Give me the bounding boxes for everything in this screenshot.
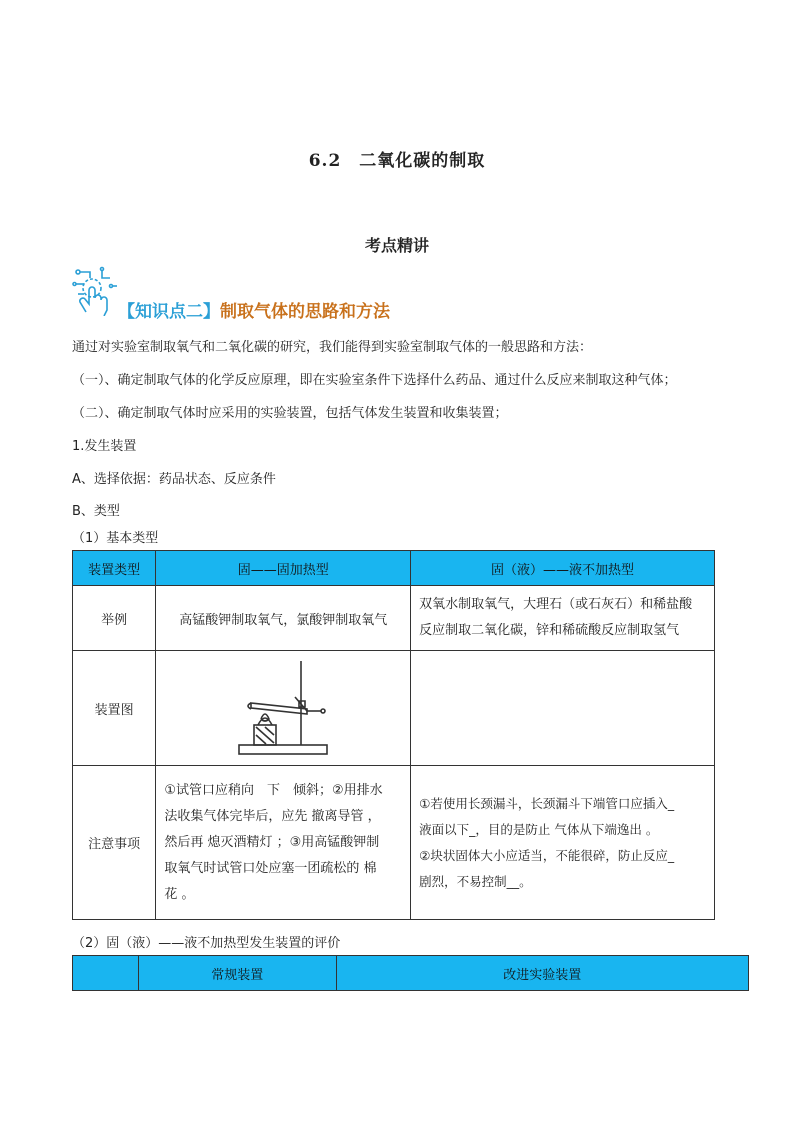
- table-row-notes: [73, 766, 715, 920]
- example-line: 反应制取二氧化碳，锌和稀硫酸反应制取氢气: [419, 623, 680, 638]
- notes-solid-heating: [156, 766, 411, 920]
- paragraph-types: B、类型: [72, 504, 120, 519]
- note-line: ①若使用长颈漏斗，长颈漏斗下端管口应插入_: [419, 795, 675, 811]
- paragraph-intro: 通过对实验室制取氧气和二氧化碳的研究，我们能得到实验室制取气体的一般思路和方法：: [72, 340, 593, 355]
- diagram-cell: [156, 651, 411, 766]
- knowledge-point-name: 制取气体的思路和方法: [220, 302, 390, 322]
- evaluation-table: [72, 955, 749, 991]
- row-label-example: 举例: [73, 586, 156, 651]
- row-label-diagram: 装置图: [73, 651, 156, 766]
- table-row-example: [73, 586, 715, 651]
- knowledge-point-tag: 【知识点二】: [118, 302, 220, 322]
- header-improved: 改进实验装置: [336, 956, 748, 991]
- heating-apparatus-diagram: [237, 659, 329, 757]
- example-liquid-no-heating: [411, 586, 715, 651]
- heading-generator: 1.发生装置: [72, 439, 137, 454]
- caption-evaluation: （2）固（液）——液不加热型发生装置的评价: [72, 936, 341, 951]
- example-line: 双氧水制取氧气，大理石（或石灰石）和稀盐酸: [419, 597, 693, 612]
- device-type-table: [72, 550, 715, 920]
- header-liquid-no-heating: 固（液）——液不加热型: [411, 551, 715, 586]
- header-device-type: 装置类型: [73, 551, 156, 586]
- note-line: 法收集气体完毕后，应先 撤离导管 ，: [164, 808, 381, 824]
- note-line: 液面以下_，目的是防止 气体从下端逸出 。: [419, 821, 659, 837]
- paragraph-step-one: （一）、确定制取气体的化学反应原理，即在实验室条件下选择什么药品、通过什么反应来制取这种气体；: [72, 373, 677, 388]
- page-title: 6.2 二氧化碳的制取: [308, 151, 486, 171]
- header-conventional: 常规装置: [138, 956, 336, 991]
- note-line: 取氧气时试管口处应塞一团疏松的 棉: [164, 860, 377, 876]
- table-header-row: [73, 956, 749, 991]
- note-line: 花 。: [164, 886, 195, 902]
- diagram-empty-cell: [411, 651, 715, 766]
- section-subtitle: 考点精讲: [364, 236, 429, 255]
- example-solid-heating: 高锰酸钾制取氧气，氯酸钾制取氧气: [156, 586, 411, 651]
- knowledge-point-heading: [118, 297, 390, 322]
- note-line: 剧烈，不易控制__。: [419, 873, 532, 889]
- note-line: ②块状固体大小应适当，不能很碎，防止反应_: [419, 847, 675, 863]
- table-header-row: [73, 551, 715, 586]
- table-row-diagram: [73, 651, 715, 766]
- note-line: ①试管口应稍向 下 倾斜；②用排水: [164, 782, 383, 798]
- note-line: 然后再 熄灭酒精灯 ；③用高锰酸钾制: [164, 834, 380, 850]
- header-solid-heating: 固——固加热型: [156, 551, 411, 586]
- touch-circuit-icon: [72, 266, 118, 316]
- header-empty: [73, 956, 139, 991]
- paragraph-step-two: （二）、确定制取气体时应采用的实验装置，包括气体发生装置和收集装置；: [72, 406, 508, 421]
- paragraph-basis: A、选择依据：药品状态、反应条件: [72, 472, 276, 487]
- row-label-notes: 注意事项: [73, 766, 156, 920]
- paragraph-basic-types: （1）基本类型: [72, 531, 159, 546]
- notes-liquid-no-heating: [411, 766, 715, 920]
